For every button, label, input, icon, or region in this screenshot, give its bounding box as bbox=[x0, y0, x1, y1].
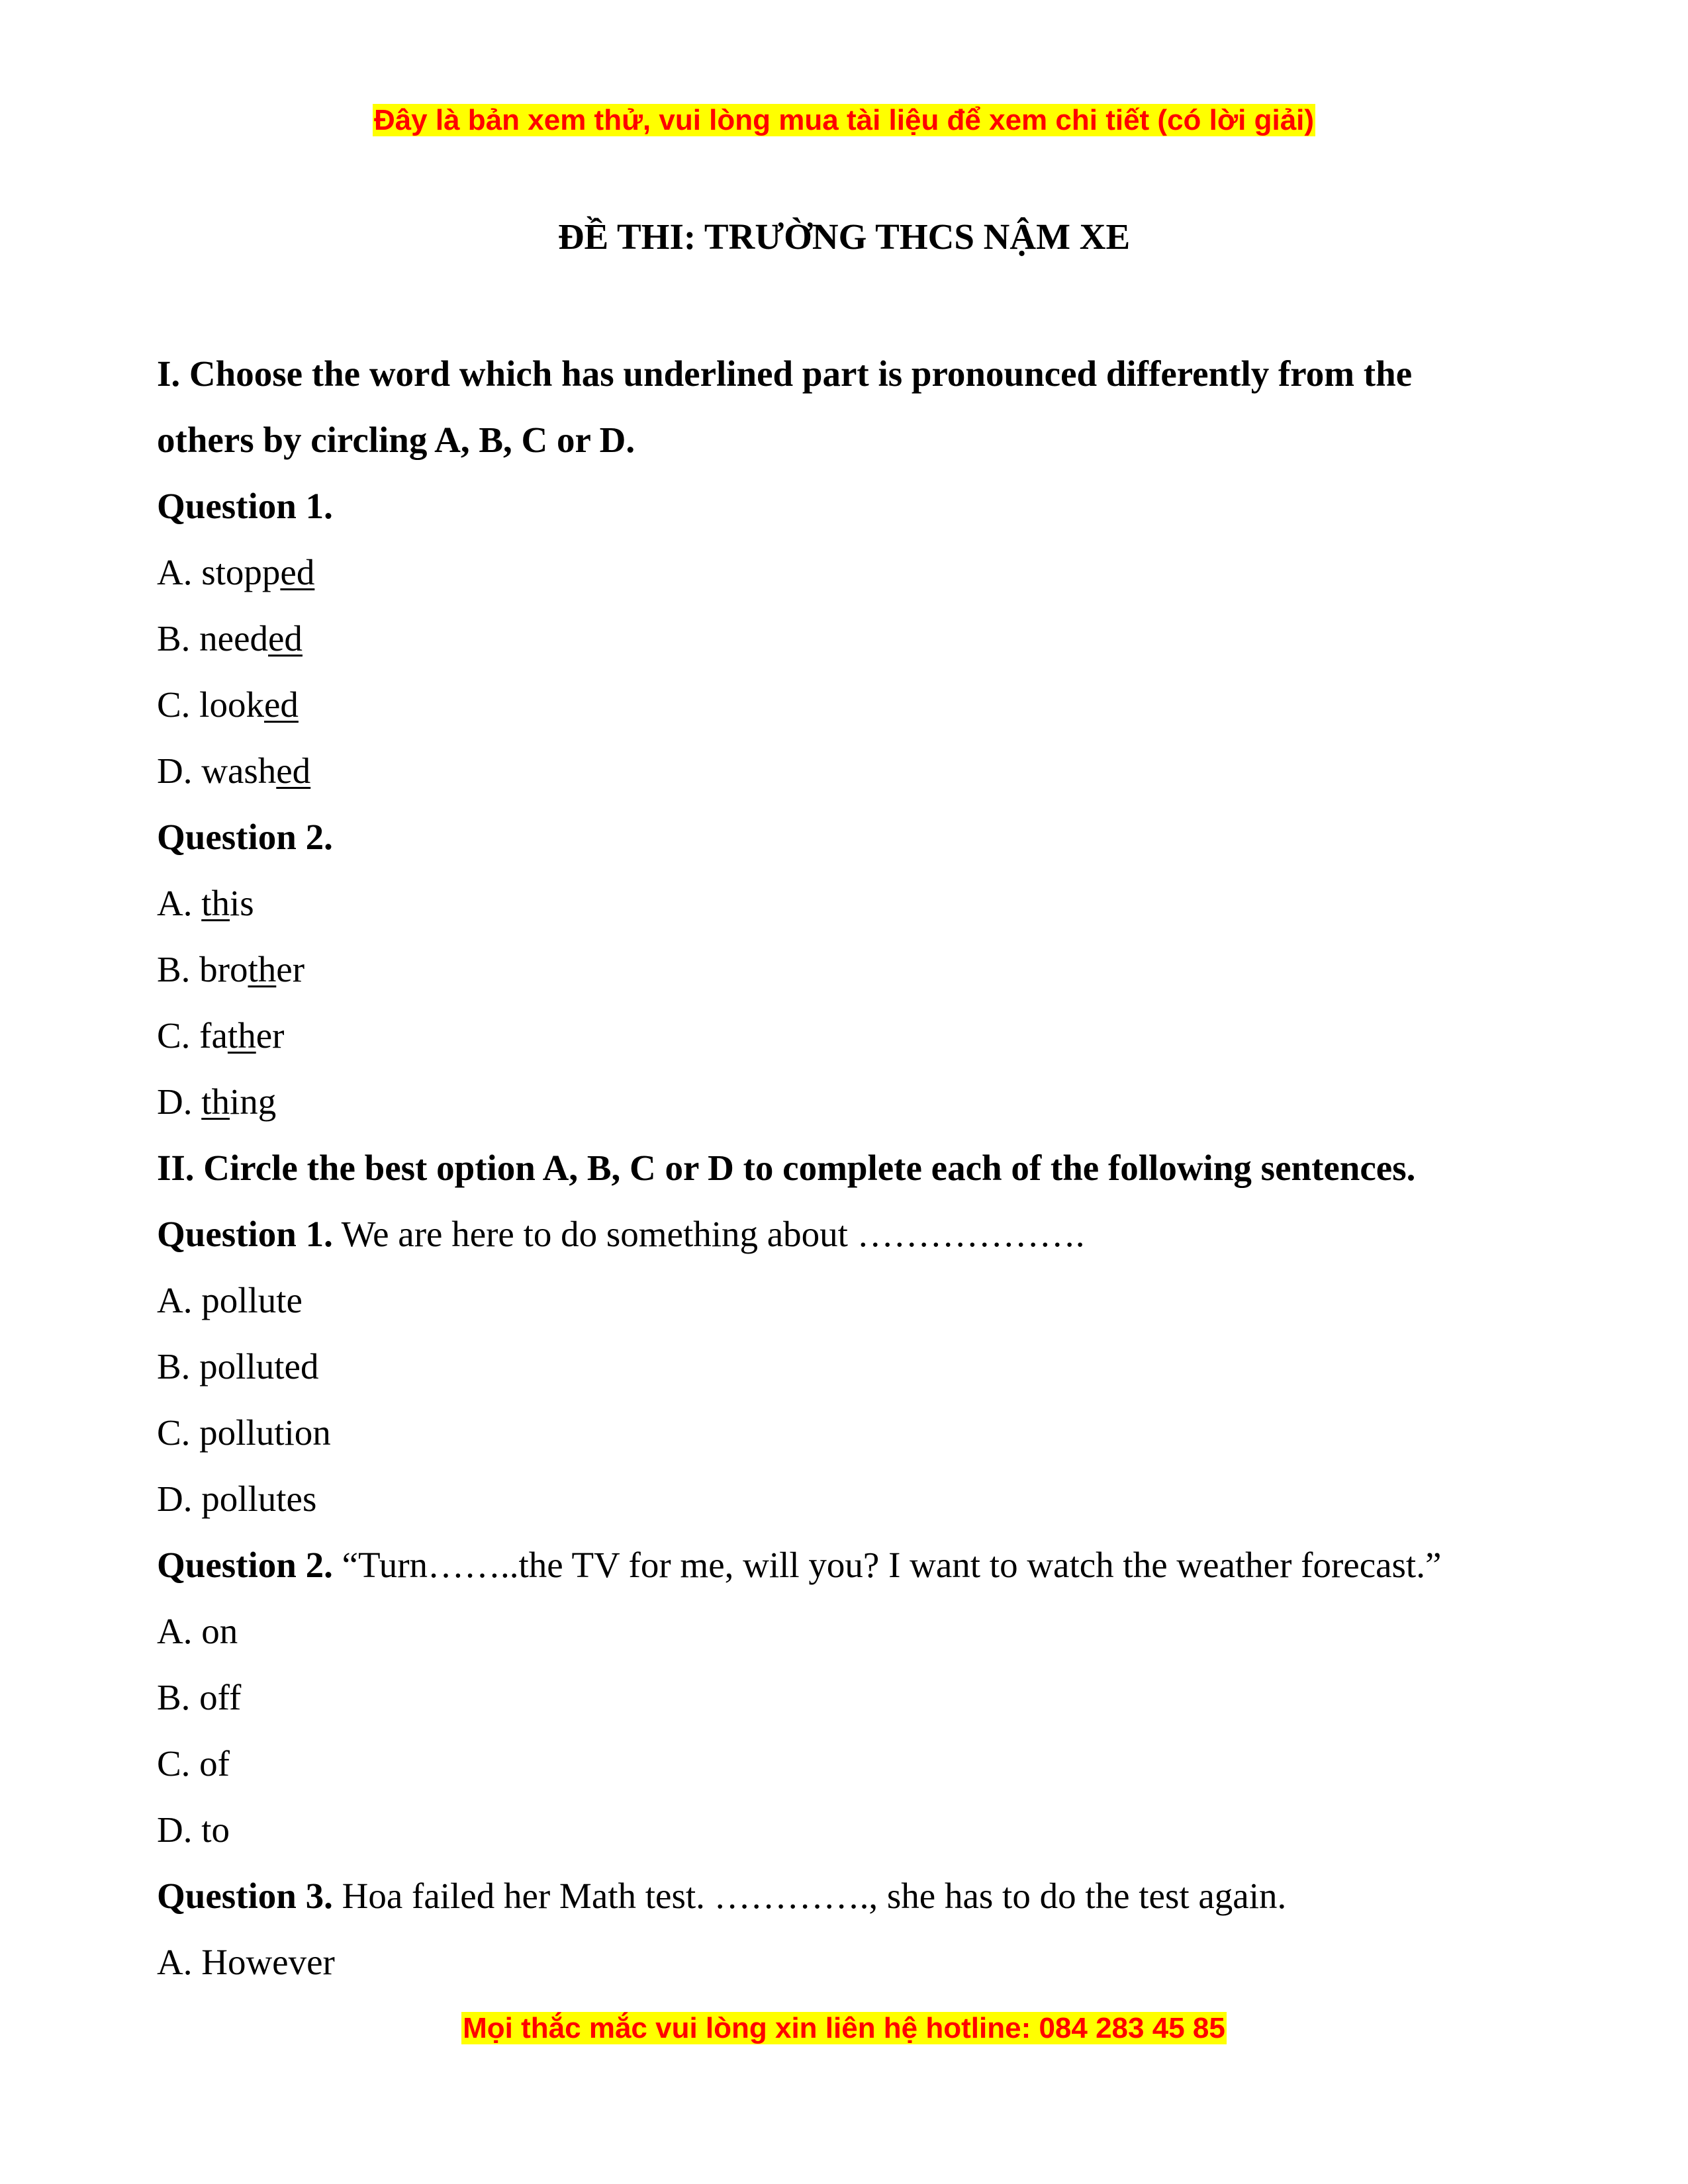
s2-question-3-text: Hoa failed her Math test. …………., she has to do the test again. bbox=[332, 1876, 1287, 1916]
s1-q2-option-c: C. father bbox=[157, 1015, 285, 1056]
s1-q2-option-b: B. brother bbox=[157, 949, 305, 989]
hotline-text: Mọi thắc mắc vui lòng xin liên hệ hotline: 084 283 45 85 bbox=[463, 2012, 1225, 2044]
s2-q1-option-d: D. pollutes bbox=[157, 1479, 317, 1519]
s2-q3-option-a: A. However bbox=[157, 1942, 335, 1982]
exam-content bbox=[157, 341, 1531, 1995]
s1-q1-option-d: D. washed bbox=[157, 751, 311, 791]
s2-q1-option-c: C. pollution bbox=[157, 1412, 331, 1453]
section-1-heading-line-1: I. Choose the word which has underlined part is pronounced differently from the bbox=[157, 353, 1413, 394]
s2-q2-option-c: C. of bbox=[157, 1743, 230, 1784]
preview-notice-text: Đây là bản xem thử, vui lòng mua tài liệu để xem chi tiết (có lời giải) bbox=[373, 104, 1315, 136]
s2-q1-option-b: B. polluted bbox=[157, 1346, 319, 1387]
s1-q1-option-b: B. needed bbox=[157, 618, 303, 659]
s2-question-2-text: “Turn……..the TV for me, will you? I want to watch the weather forecast.” bbox=[332, 1545, 1442, 1585]
s1-question-1-label: Question 1. bbox=[157, 486, 333, 526]
hotline-banner bbox=[0, 2007, 1688, 2050]
s1-q2-option-d: D. thing bbox=[157, 1081, 277, 1122]
s2-question-3 bbox=[157, 1863, 1531, 1929]
s2-q1-option-a: A. pollute bbox=[157, 1280, 303, 1320]
s1-question-2-label: Question 2. bbox=[157, 817, 333, 857]
s2-question-2 bbox=[157, 1532, 1531, 1598]
s2-question-1-text: We are here to do something about ………………. bbox=[332, 1214, 1085, 1254]
page-title: ĐỀ THI: TRƯỜNG THCS NẬM XE bbox=[557, 216, 1131, 257]
s1-q1-option-a: A. stopped bbox=[157, 552, 315, 592]
s2-question-3-label: Question 3. bbox=[157, 1876, 333, 1916]
s2-question-1 bbox=[157, 1201, 1531, 1267]
s2-question-2-label: Question 2. bbox=[157, 1545, 333, 1585]
s1-q2-option-a: A. this bbox=[157, 883, 254, 923]
s2-q2-option-a: A. on bbox=[157, 1611, 238, 1651]
preview-notice-banner bbox=[0, 99, 1688, 142]
s2-question-1-label: Question 1. bbox=[157, 1214, 333, 1254]
s1-q1-option-c: C. looked bbox=[157, 684, 299, 725]
s2-q2-option-d: D. to bbox=[157, 1809, 230, 1850]
section-1-heading-line-2: others by circling A, B, C or D. bbox=[157, 420, 635, 460]
s2-q2-option-b: B. off bbox=[157, 1677, 242, 1717]
section-2-heading: II. Circle the best option A, B, C or D to complete each of the following sentences. bbox=[157, 1148, 1416, 1188]
